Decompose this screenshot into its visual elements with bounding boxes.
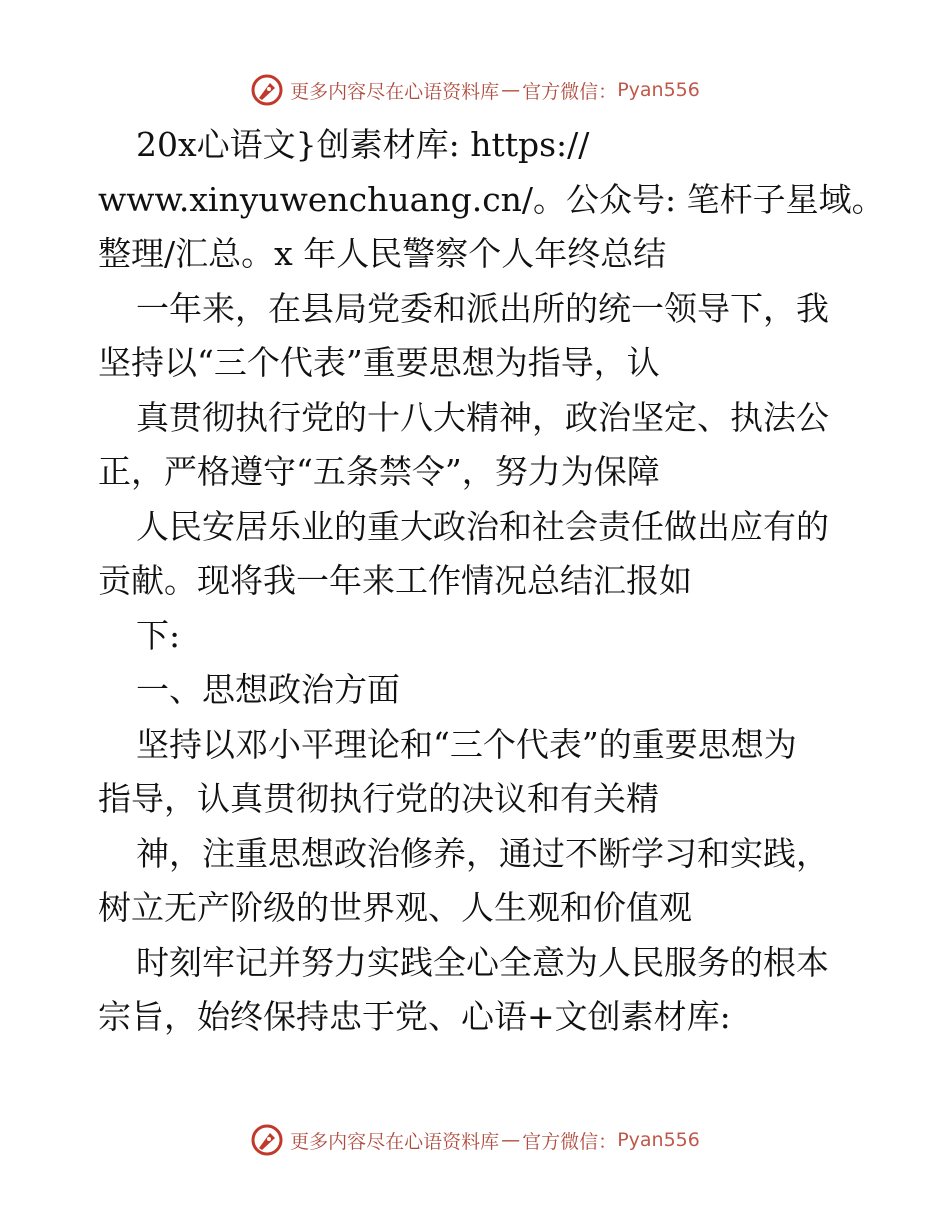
text-line: 20x心语文}创素材库: https:// [136,125,590,164]
banner-main-text: 更多内容尽在心语资料库 [290,1130,500,1153]
text-line: www.xinyuwenchuang.cn/。公众号: 笔杆子星域。 [98,179,885,219]
text-line: 神，注重思想政治修养，通过不断学习和实践， [136,833,829,873]
banner-wechat-id: Pyan556 [617,79,700,101]
text-line: 人民安居乐业的重大政治和社会责任做出应有的 [136,506,829,546]
text-line: 时刻牢记并努力实践全心全意为人民服务的根本 [136,942,829,982]
text-line: 坚持以“三个代表”重要思想为指导，认 [98,343,660,382]
banner-main-text: 更多内容尽在心语资料库 [290,80,500,103]
header-banner [0,70,950,110]
text-line: 一年来，在县局党委和派出所的统一领导下，我 [136,288,829,328]
banner-dash: — [501,79,521,101]
banner-official-text: 官方微信： [522,80,618,103]
text-line: 真贯彻执行党的十八大精神，政治坚定、执法公 [136,397,829,437]
text-line: 坚持以邓小平理论和“三个代表”的重要思想为 [136,724,797,764]
document-body [98,118,885,1045]
text-line: 贡献。现将我一年来工作情况总结汇报如 [98,561,692,600]
banner-official-text: 官方微信： [522,1130,618,1153]
pen-nib-circle-icon [250,1123,284,1157]
text-line: 指导，认真贯彻执行党的决议和有关精 [98,779,659,818]
banner-dash: — [501,1129,521,1151]
banner-wechat-id: Pyan556 [617,1129,700,1151]
pen-nib-circle-icon [250,73,284,107]
section-heading: 一、思想政治方面 [136,670,400,709]
text-line: 整理/汇总。x 年人民警察个人年终总结 [98,234,667,273]
text-line: 正，严格遵守“五条禁令”，努力为保障 [98,452,660,491]
text-line: 树立无产阶级的世界观、人生观和价值观 [98,888,692,927]
footer-banner [0,1120,950,1160]
text-line: 宗旨，始终保持忠于党、心语+文创素材库: [98,997,731,1036]
text-line: 下: [136,615,181,655]
